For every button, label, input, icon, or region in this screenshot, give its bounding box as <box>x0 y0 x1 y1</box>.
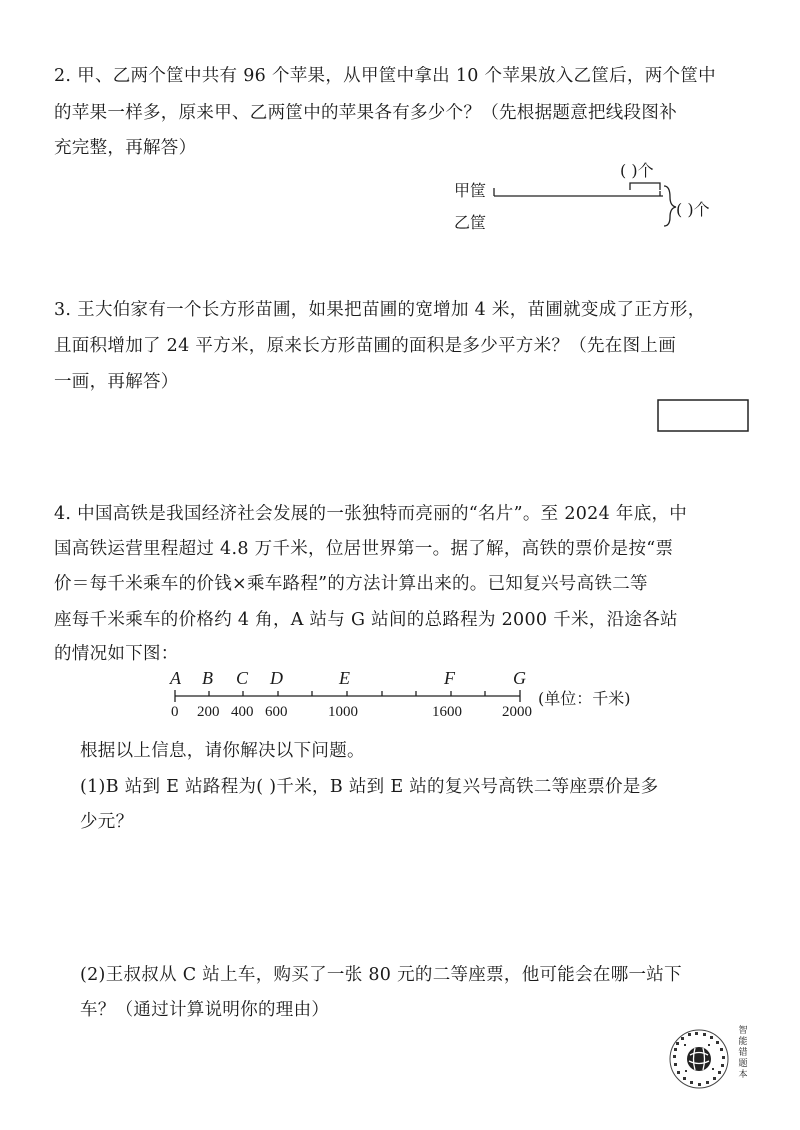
station-b: B <box>202 668 213 688</box>
tick-0: 0 <box>171 704 179 720</box>
unit-label: (单位：千米) <box>538 689 631 708</box>
tick-200: 200 <box>197 704 220 720</box>
tick-2000: 2000 <box>502 704 532 720</box>
q4-intro: 根据以上信息，请你解决以下问题。 <box>80 741 365 761</box>
q4-number-line <box>175 690 520 702</box>
tick-400: 400 <box>231 704 254 720</box>
q2-line-2: 的苹果一样多，原来甲、乙两筐中的苹果各有多少个？（先根据题意把线段图补 <box>54 103 677 123</box>
tick-1600: 1600 <box>432 704 462 720</box>
extra-bracket <box>630 183 660 190</box>
station-d: D <box>270 668 283 688</box>
q3-line-3: 一画，再解答） <box>54 372 179 392</box>
station-e: E <box>339 668 350 688</box>
q4-sub1-line-2: 少元？ <box>80 812 134 832</box>
q4-line-4: 座每千米乘车的价格约 4 角，A 站与 G 站间的总路程为 2000 千米，沿途各站 <box>54 610 678 630</box>
q4-line-3: 价＝每千米乘车的价钱×乘车路程”的方法计算出来的。已知复兴号高铁二等 <box>54 574 648 594</box>
q2-segment-diagram <box>494 183 676 226</box>
corner-vertical-text: 智能错题本 <box>738 1026 748 1080</box>
q4-sub1-line-1: (1)B 站到 E 站路程为( )千米，B 站到 E 站的复兴号高铁二等座票价是多 <box>80 777 659 797</box>
right-brace <box>664 186 676 226</box>
q4-line-2: 国高铁运营里程超过 4.8 万千米，位居世界第一。据了解，高铁的票价是按“票 <box>54 539 674 559</box>
tick-600: 600 <box>265 704 288 720</box>
station-g: G <box>513 668 526 688</box>
q2-line-1: 2. 甲、乙两个筐中共有 96 个苹果，从甲筐中拿出 10 个苹果放入乙筐后，两个筐中 <box>54 66 716 86</box>
q4-sub2-line-2: 车？（通过计算说明你的理由） <box>80 1000 330 1020</box>
blank-right: ( )个 <box>676 200 710 219</box>
q3-line-1: 3. 王大伯家有一个长方形苗圃，如果把苗圃的宽增加 4 米，苗圃就变成了正方形， <box>54 300 706 320</box>
q4-line-5: 的情况如下图： <box>54 644 179 664</box>
station-a: A <box>170 668 181 688</box>
q4-sub2-line-1: (2)王叔叔从 C 站上车，购买了一张 80 元的二等座票，他可能会在哪一站下 <box>80 965 682 985</box>
qr-code-icon[interactable] <box>668 1028 730 1090</box>
label-jia: 甲筐 <box>454 181 487 200</box>
q2-line-3: 充完整，再解答） <box>54 138 197 158</box>
station-f: F <box>444 668 455 688</box>
q3-rectangle <box>658 400 748 431</box>
blank-top: ( )个 <box>620 161 654 180</box>
q3-line-2: 且面积增加了 24 平方米，原来长方形苗圃的面积是多少平方米？（先在图上画 <box>54 336 676 356</box>
label-yi: 乙筐 <box>454 213 487 232</box>
tick-1000: 1000 <box>328 704 358 720</box>
station-c: C <box>236 668 249 688</box>
q4-line-1: 4. 中国高铁是我国经济社会发展的一张独特而亮丽的“名片”。至 2024 年底，中 <box>54 504 688 524</box>
